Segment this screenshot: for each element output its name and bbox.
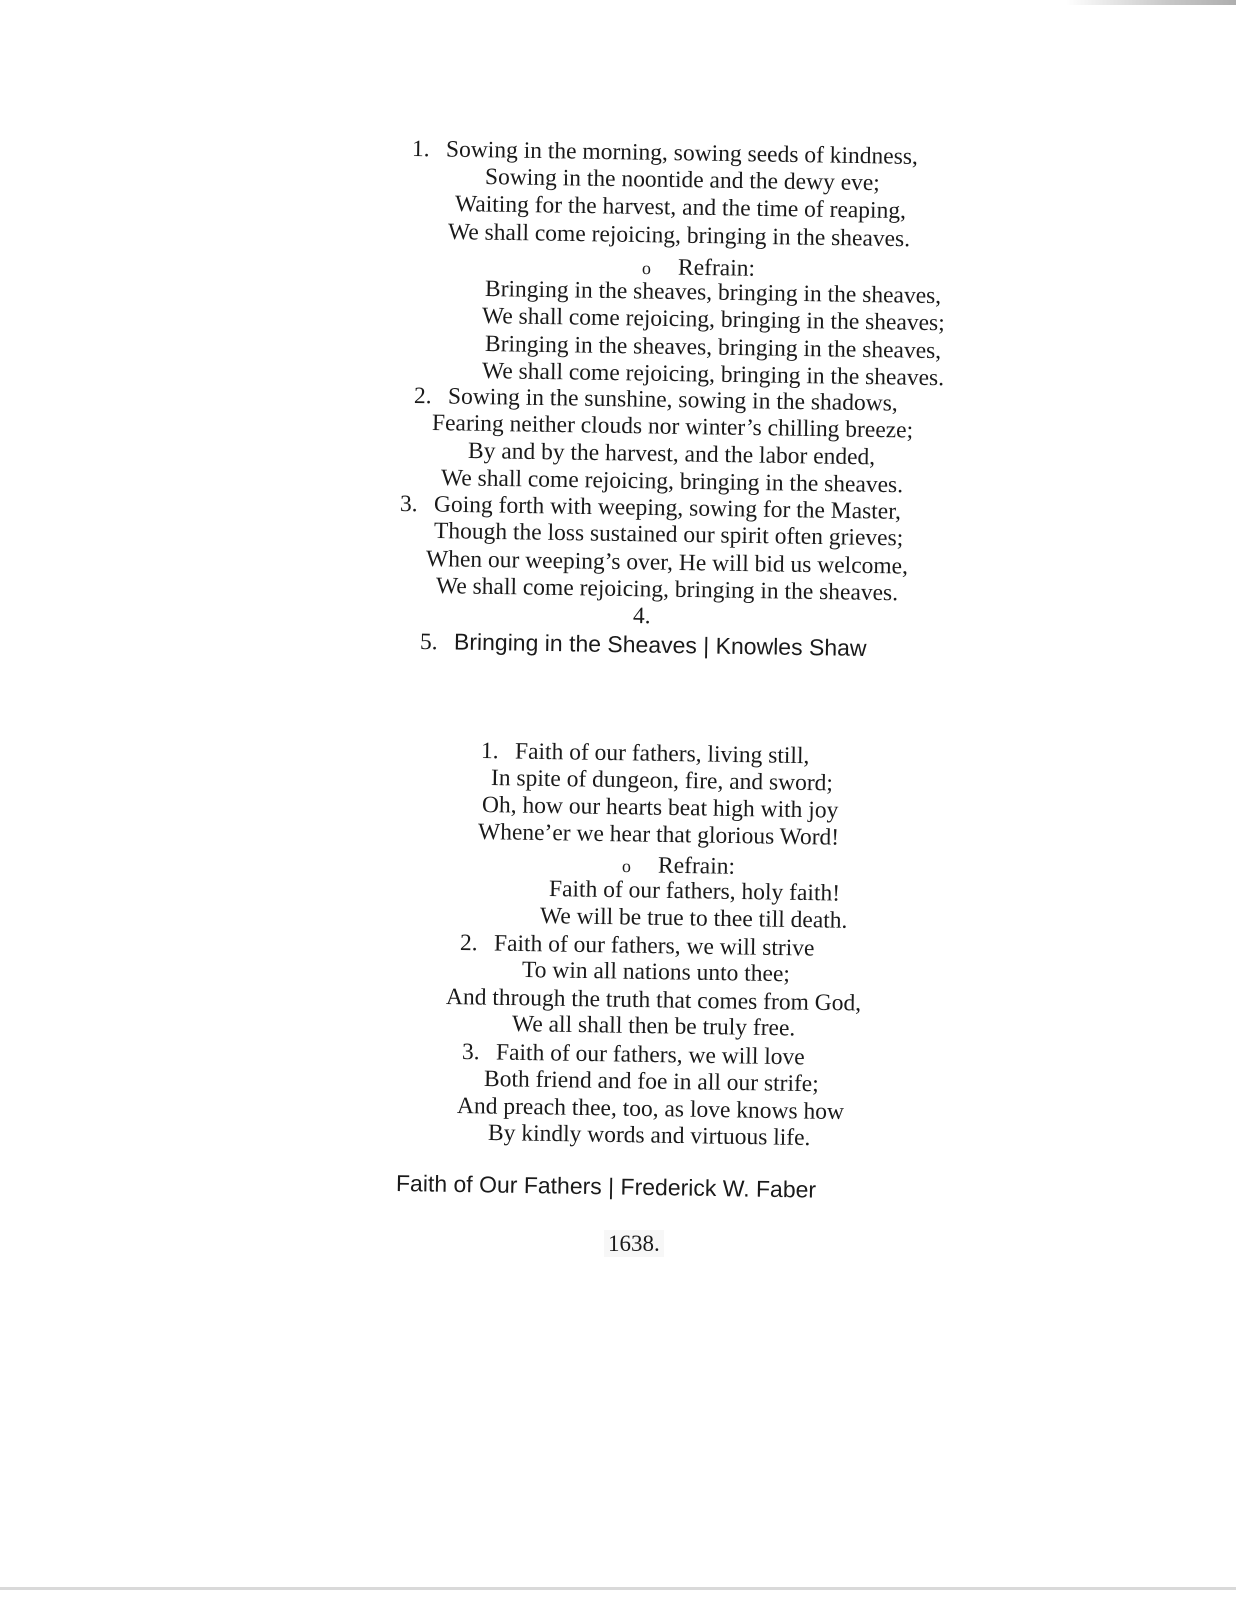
item-number: 5. <box>419 629 438 656</box>
verse-1-line-1: 1. Sowing in the morning, sowing seeds of kindness, <box>411 136 919 170</box>
verse-2-line-2: To win all nations unto thee; <box>521 957 791 988</box>
scan-edge-line <box>0 1587 1236 1590</box>
verse-2-line-3: By and by the harvest, and the labor ended, <box>467 438 876 471</box>
verse-1-line-3: Oh, how our hearts beat high with joy <box>481 792 839 824</box>
refrain-line-4: We shall come rejoicing, bringing in the sheaves. <box>481 358 945 392</box>
verse-number: 1. <box>411 136 430 163</box>
page-number: 1638. <box>604 1230 664 1257</box>
verse-2-line-3: And through the truth that comes from God, <box>445 984 862 1017</box>
verse-3-line-3: And preach thee, too, as love knows how <box>456 1093 845 1126</box>
verse-number: 3. <box>399 491 418 518</box>
refrain-line-2: We shall come rejoicing, bringing in the sheaves; <box>481 303 945 337</box>
verse-1-line-1: 1. Faith of our fathers, living still, <box>480 738 810 770</box>
refrain-line-1: Bringing in the sheaves, bringing in the sheaves, <box>484 276 942 310</box>
verse-3-line-2: Both friend and foe in all our strife; <box>483 1066 819 1098</box>
refrain-bullet: o <box>641 258 652 279</box>
verse-1-line-4: Whene’er we hear that glorious Word! <box>477 819 840 851</box>
refrain-heading: o Refrain: <box>621 852 736 880</box>
hymn-1-credit: Bringing in the Sheaves | Knowles Shaw <box>453 628 867 662</box>
scan-edge-mark <box>1066 0 1236 5</box>
verse-1-line-2: Sowing in the noontide and the dewy eve; <box>484 164 881 197</box>
verse-number: 2. <box>459 930 478 957</box>
verse-2-line-1: 2. Faith of our fathers, we will strive <box>459 930 815 962</box>
refrain-line-3: Bringing in the sheaves, bringing in the sheaves, <box>484 331 942 365</box>
verse-1-line-3: Waiting for the harvest, and the time of reaping, <box>454 191 907 225</box>
verse-number: 3. <box>461 1039 480 1066</box>
verse-3-line-2: Though the loss sustained our spirit often grieves; <box>433 518 904 552</box>
list-item-4: 4. <box>632 603 651 630</box>
verse-1-line-4: We shall come rejoicing, bringing in the sheaves. <box>447 219 911 253</box>
hymn-2-credit: Faith of Our Fathers | Frederick W. Faber <box>395 1170 817 1203</box>
verse-3-line-3: When our weeping’s over, He will bid us welcome, <box>425 546 909 580</box>
verse-3-line-1: 3. Faith of our fathers, we will love <box>461 1039 805 1071</box>
verse-2-line-4: We shall come rejoicing, bringing in the sheaves. <box>440 465 904 499</box>
verse-1-line-2: In spite of dungeon, fire, and sword; <box>490 765 834 797</box>
verse-3-line-4: We shall come rejoicing, bringing in the sheaves. <box>435 573 899 607</box>
verse-2-line-4: We all shall then be truly free. <box>511 1011 796 1042</box>
refrain-bullet: o <box>621 856 632 877</box>
hymn-1-credit-line <box>420 628 867 663</box>
verse-3-line-4: By kindly words and virtuous life. <box>487 1120 811 1152</box>
verse-2-line-1: 2. Sowing in the sunshine, sowing in the shadows, <box>413 383 898 417</box>
verse-2-line-2: Fearing neither clouds nor winter’s chilling breeze; <box>431 410 914 444</box>
refrain-line-1: Faith of our fathers, holy faith! <box>548 876 841 907</box>
verse-number: 2. <box>413 383 432 410</box>
verse-number: 1. <box>480 738 499 765</box>
refrain-heading: o Refrain: <box>641 254 756 282</box>
verse-3-line-1: 3. Going forth with weeping, sowing for the Master, <box>399 491 902 525</box>
refrain-line-2: We will be true to thee till death. <box>539 903 848 934</box>
